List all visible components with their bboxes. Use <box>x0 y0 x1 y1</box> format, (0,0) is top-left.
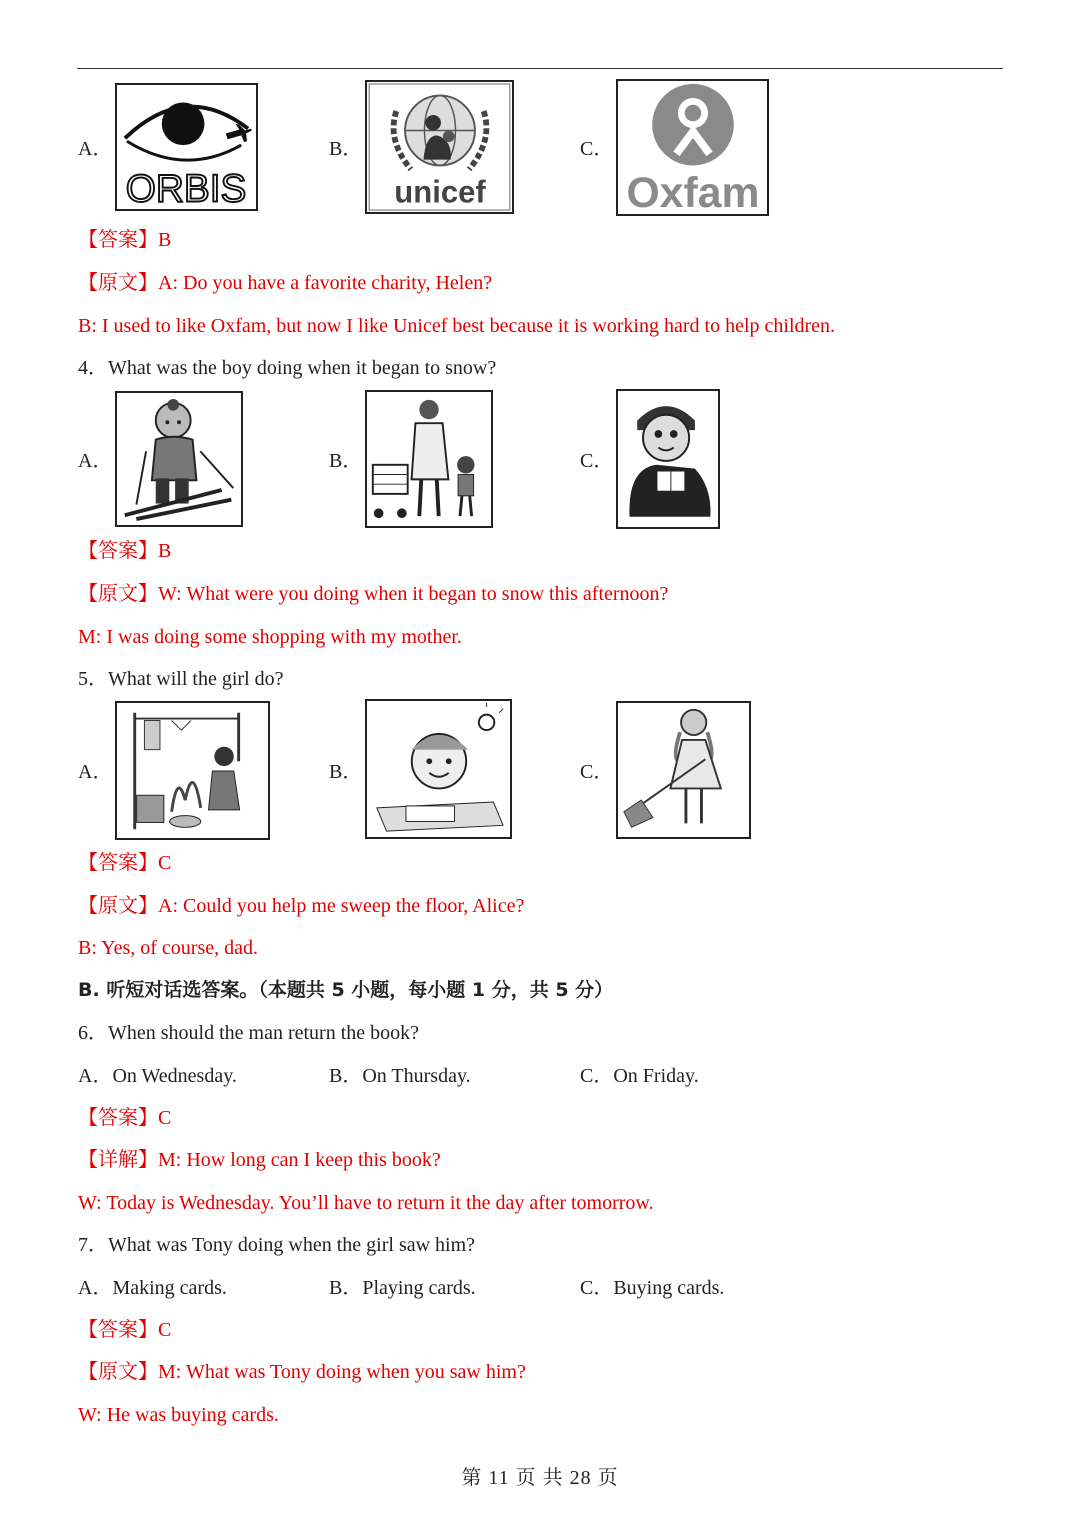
shopping-with-mother-image <box>367 392 491 526</box>
girl-sweeping-picture[interactable] <box>616 701 751 839</box>
girl-writing-image <box>367 701 510 837</box>
q7-option-a[interactable]: A．Making cards. <box>78 1277 227 1299</box>
q6-question: 6．When should the man return the book? <box>78 1022 420 1044</box>
unicef-logo[interactable] <box>365 80 514 214</box>
q7-option-c[interactable]: C．Buying cards. <box>580 1277 725 1299</box>
q3-option-c-label: C． <box>580 138 614 160</box>
shopping-with-mother-picture[interactable] <box>365 390 493 528</box>
q6-detail-line-1: 【详解】M: How long can I keep this book? <box>78 1149 441 1171</box>
section-b-label: B. <box>78 979 100 1001</box>
q4-option-c-label: C． <box>580 450 614 472</box>
q3-answer: 【答案】B <box>78 229 172 251</box>
q7-script-line-1: 【原文】M: What was Tony doing when you saw him? <box>78 1361 526 1383</box>
q7-script-line-2: W: He was buying cards. <box>78 1404 279 1426</box>
q5-option-b-label: B． <box>329 761 363 783</box>
q7-answer: 【答案】C <box>78 1319 172 1341</box>
q5-option-c-label: C． <box>580 761 614 783</box>
unicef-logo-text: unicef <box>394 174 486 210</box>
orbis-logo-text: ORBIS <box>125 167 247 209</box>
q3-option-b-label: B． <box>329 138 363 160</box>
header-rule <box>77 68 1003 69</box>
q5-option-a-label: A． <box>78 761 113 783</box>
q3-script-line-2: B: I used to like Oxfam, but now I like Unicef best because it is working hard to help children. <box>78 315 836 337</box>
orbis-logo[interactable] <box>115 83 258 211</box>
section-b-title: 听短对话选答案。（本题共 5 小题，每小题 1 分，共 5 分） <box>106 979 614 1001</box>
section-b-heading <box>78 978 613 1002</box>
q4-option-a-label: A． <box>78 450 113 472</box>
q5-answer: 【答案】C <box>78 852 172 874</box>
q7-question: 7．What was Tony doing when the girl saw him? <box>78 1234 476 1256</box>
q6-detail-line-2: W: Today is Wednesday. You’ll have to return it the day after tomorrow. <box>78 1192 654 1214</box>
q5-script-line-2: B: Yes, of course, dad. <box>78 937 258 959</box>
q3-option-a-label: A． <box>78 138 113 160</box>
girl-washing-clothes-image <box>117 703 268 838</box>
q7-option-b[interactable]: B．Playing cards. <box>329 1277 476 1299</box>
q6-option-b[interactable]: B．On Thursday. <box>329 1065 471 1087</box>
q3-script-line-1: 【原文】A: Do you have a favorite charity, Helen? <box>78 272 493 294</box>
oxfam-logo-image <box>618 81 767 214</box>
q4-script-line-1: 【原文】W: What were you doing when it began to snow this afternoon? <box>78 583 669 605</box>
boy-skiing-picture[interactable] <box>115 391 243 527</box>
boy-reading-image <box>618 391 718 527</box>
q6-option-a[interactable]: A．On Wednesday. <box>78 1065 237 1087</box>
oxfam-logo[interactable] <box>616 79 769 216</box>
girl-writing-picture[interactable] <box>365 699 512 839</box>
unicef-logo-image <box>367 82 512 212</box>
boy-reading-picture[interactable] <box>616 389 720 529</box>
q4-option-b-label: B． <box>329 450 363 472</box>
q4-script-line-2: M: I was doing some shopping with my mother. <box>78 626 462 648</box>
q5-question: 5．What will the girl do? <box>78 668 284 690</box>
oxfam-logo-text: Oxfam <box>626 169 760 214</box>
boy-skiing-image <box>117 393 241 525</box>
q4-question: 4．What was the boy doing when it began to snow? <box>78 357 497 379</box>
girl-sweeping-image <box>618 703 749 837</box>
q4-answer: 【答案】B <box>78 540 172 562</box>
orbis-logo-image <box>117 85 256 209</box>
q5-script-line-1: 【原文】A: Could you help me sweep the floor, Alice? <box>78 895 525 917</box>
girl-washing-clothes-picture[interactable] <box>115 701 270 840</box>
q6-answer: 【答案】C <box>78 1107 172 1129</box>
q6-option-c[interactable]: C．On Friday. <box>580 1065 699 1087</box>
page-footer: 第 11 页 共 28 页 <box>461 1467 619 1489</box>
